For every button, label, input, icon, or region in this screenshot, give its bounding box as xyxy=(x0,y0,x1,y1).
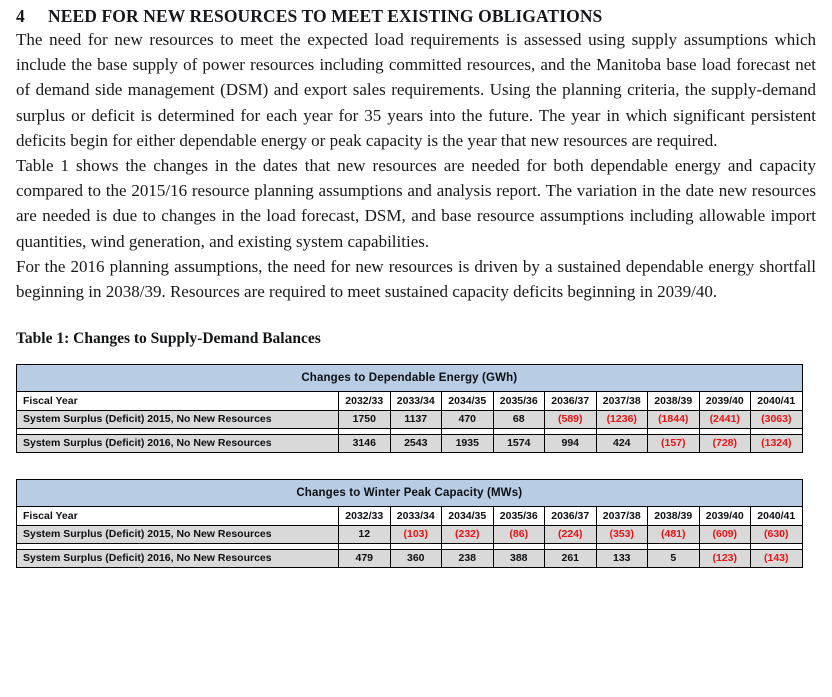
cell-value: 388 xyxy=(493,550,545,568)
cell-value: 1574 xyxy=(493,435,545,453)
row-label: System Surplus (Deficit) 2016, No New Resources xyxy=(17,435,339,453)
table-winter-peak-capacity xyxy=(16,479,803,568)
cell-value: 68 xyxy=(493,411,545,429)
row-label: System Surplus (Deficit) 2016, No New Resources xyxy=(17,550,339,568)
cell-value: 1137 xyxy=(390,411,442,429)
column-header-year: 2035/36 xyxy=(493,507,545,526)
cell-value: (232) xyxy=(442,526,494,544)
column-header-year: 2034/35 xyxy=(442,507,494,526)
column-header-year: 2040/41 xyxy=(751,392,803,411)
cell-value: 261 xyxy=(545,550,597,568)
cell-value: 994 xyxy=(545,435,597,453)
cell-value: (728) xyxy=(699,435,751,453)
cell-value: 133 xyxy=(596,550,648,568)
cell-value: 238 xyxy=(442,550,494,568)
cell-value: 1750 xyxy=(339,411,391,429)
cell-value: (589) xyxy=(545,411,597,429)
table-row xyxy=(17,411,803,429)
paragraph-3: For the 2016 planning assumptions, the need for new resources is driven by a sustained dependable energy shortfall beginning in 2038/39. Resources are required to meet sustained capacity deficits beginning in 2039/40. xyxy=(16,256,816,302)
row-label: System Surplus (Deficit) 2015, No New Resources xyxy=(17,526,339,544)
cell-value: 1935 xyxy=(442,435,494,453)
cell-value: (1236) xyxy=(596,411,648,429)
table-row xyxy=(17,550,803,568)
column-header-year: 2037/38 xyxy=(596,507,648,526)
cell-value: (1844) xyxy=(648,411,700,429)
page-title: NEED FOR NEW RESOURCES TO MEET EXISTING OBLIGATIONS xyxy=(48,6,603,26)
column-header-year: 2038/39 xyxy=(648,392,700,411)
column-header-fiscal-year: Fiscal Year xyxy=(17,507,339,526)
cell-value: 5 xyxy=(648,550,700,568)
cell-value: 360 xyxy=(390,550,442,568)
cell-value: (143) xyxy=(751,550,803,568)
cell-value: (353) xyxy=(596,526,648,544)
column-header-year: 2033/34 xyxy=(390,507,442,526)
column-header-year: 2035/36 xyxy=(493,392,545,411)
column-header-year: 2039/40 xyxy=(699,392,751,411)
column-header-year: 2037/38 xyxy=(596,392,648,411)
cell-value: (2441) xyxy=(699,411,751,429)
cell-value: (224) xyxy=(545,526,597,544)
cell-value: (609) xyxy=(699,526,751,544)
cell-value: (481) xyxy=(648,526,700,544)
table-row xyxy=(17,526,803,544)
table-title: Changes to Dependable Energy (GWh) xyxy=(17,365,803,392)
cell-value: 470 xyxy=(442,411,494,429)
cell-value: (123) xyxy=(699,550,751,568)
paragraph-1: The need for new resources to meet the expected load requirements is assessed using supply assumptions which include the base supply of power resources including committed resources, and the Manitoba base load forecast net of demand side management (DSM) and export sales requirements. Using the planning criteria, the supply-demand surplus or deficit is determined for each year for 35 years into the future. The year in which significant persistent deficits begin for either dependable energy or peak capacity is the year that new resources are required. xyxy=(16,30,816,150)
cell-value: 12 xyxy=(339,526,391,544)
document-page xyxy=(0,6,832,568)
column-header-year: 2032/33 xyxy=(339,507,391,526)
cell-value: (630) xyxy=(751,526,803,544)
cell-value: (3063) xyxy=(751,411,803,429)
paragraph-2: Table 1 shows the changes in the dates that new resources are needed for both dependable energy and capacity compared to the 2015/16 resource planning assumptions and analysis report. The variation in the date new resources are needed is due to changes in the load forecast, DSM, and base resource assumptions including allowable import quantities, wind generation, and existing system capabilities. xyxy=(16,156,816,251)
table-dependable-energy xyxy=(16,364,803,453)
column-header-year: 2039/40 xyxy=(699,507,751,526)
cell-value: 424 xyxy=(596,435,648,453)
column-header-fiscal-year: Fiscal Year xyxy=(17,392,339,411)
section-heading xyxy=(16,6,816,27)
table-row xyxy=(17,435,803,453)
cell-value: 3146 xyxy=(339,435,391,453)
table-title-row xyxy=(17,365,803,392)
row-label: System Surplus (Deficit) 2015, No New Resources xyxy=(17,411,339,429)
column-header-year: 2032/33 xyxy=(339,392,391,411)
table-header-row xyxy=(17,507,803,526)
column-header-year: 2034/35 xyxy=(442,392,494,411)
section-number: 4 xyxy=(16,6,25,26)
table-title: Changes to Winter Peak Capacity (MWs) xyxy=(17,480,803,507)
table-header-row xyxy=(17,392,803,411)
table-caption: Table 1: Changes to Supply-Demand Balances xyxy=(16,330,321,348)
column-header-year: 2040/41 xyxy=(751,507,803,526)
cell-value: (1324) xyxy=(751,435,803,453)
cell-value: (103) xyxy=(390,526,442,544)
cell-value: 479 xyxy=(339,550,391,568)
cell-value: 2543 xyxy=(390,435,442,453)
cell-value: (86) xyxy=(493,526,545,544)
column-header-year: 2038/39 xyxy=(648,507,700,526)
column-header-year: 2036/37 xyxy=(545,507,597,526)
cell-value: (157) xyxy=(648,435,700,453)
column-header-year: 2033/34 xyxy=(390,392,442,411)
table-title-row xyxy=(17,480,803,507)
column-header-year: 2036/37 xyxy=(545,392,597,411)
